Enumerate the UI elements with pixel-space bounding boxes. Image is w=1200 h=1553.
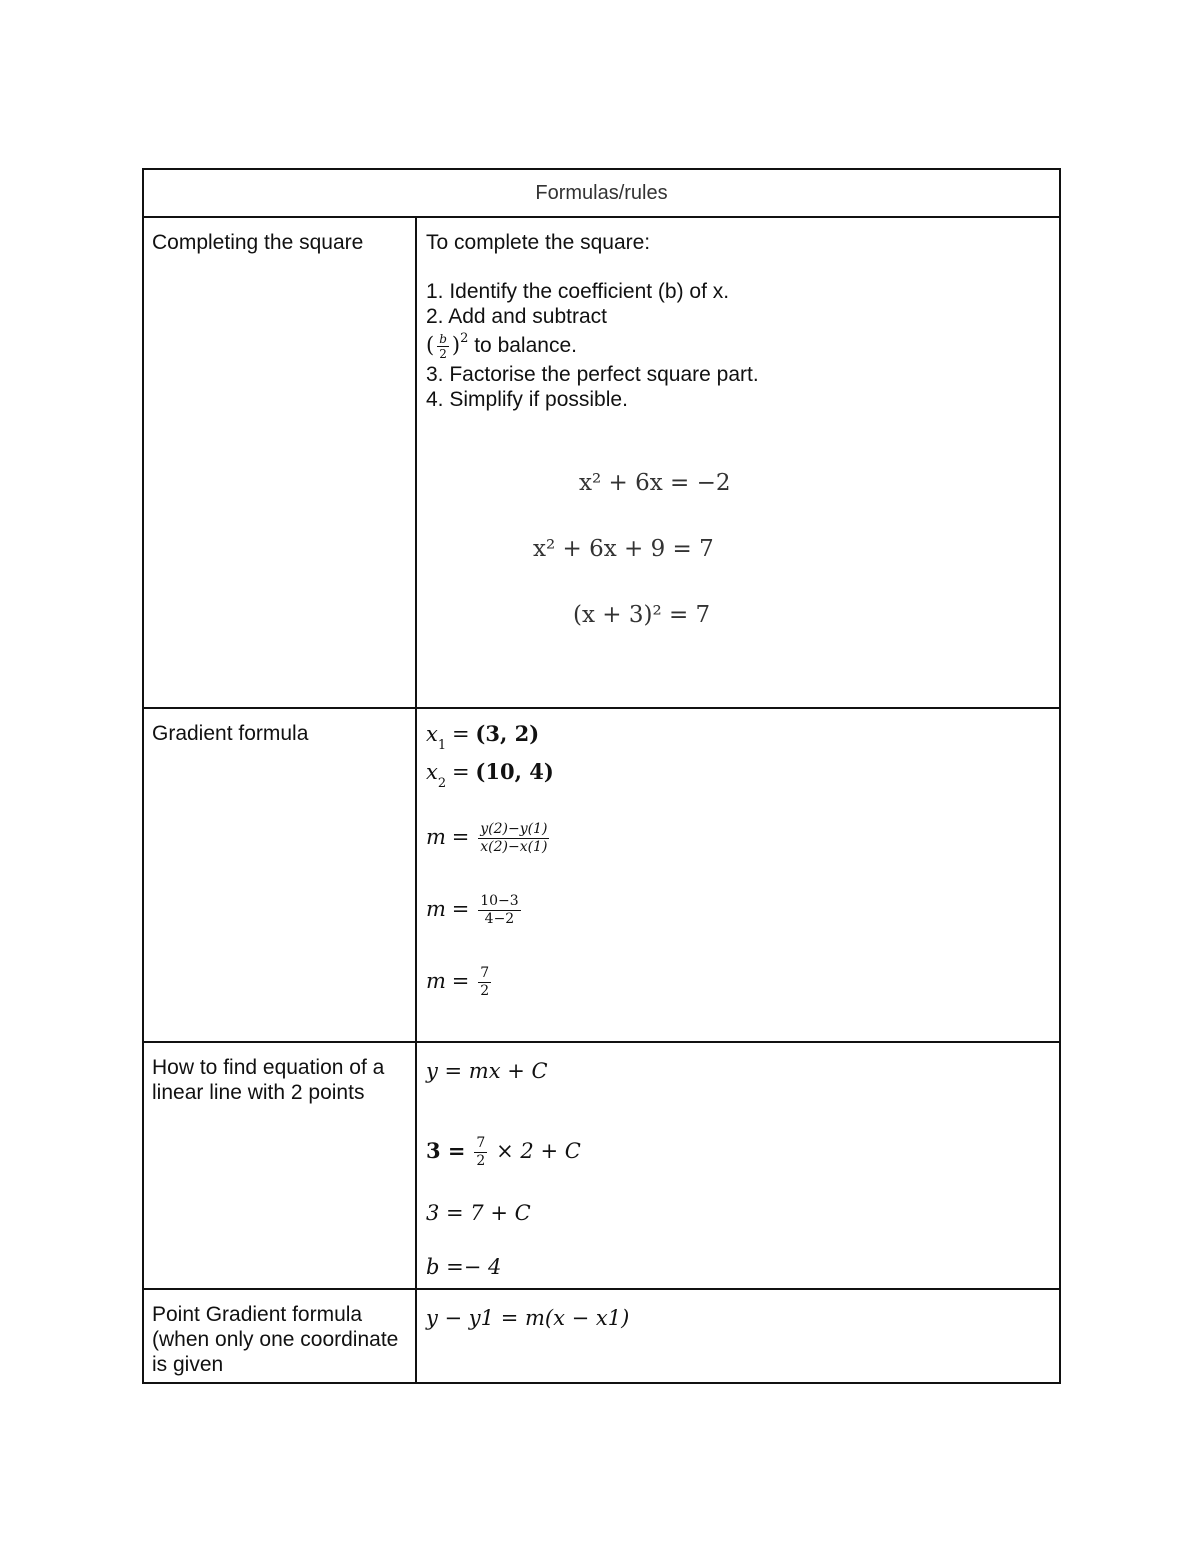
row-content xyxy=(416,217,1060,708)
linear-equation: y = mx + C xyxy=(426,1059,548,1083)
row-content xyxy=(416,708,1060,1042)
equation-1: x² + 6x = −2 xyxy=(579,470,731,496)
table-row xyxy=(143,217,1060,708)
row-label: Completing the square xyxy=(143,217,416,708)
steps-list xyxy=(426,230,759,412)
fraction-expression: ( $\frac{b}{2}$ )$^2$ xyxy=(426,331,469,361)
step-item: 3. Factorise the perfect square part. xyxy=(426,363,759,386)
substitution-line: 3 = $\frac{7}{2}$ × 2 + C xyxy=(426,1135,581,1169)
row-content xyxy=(416,1289,1060,1383)
table-row xyxy=(143,708,1060,1042)
table-header: Formulas/rules xyxy=(143,169,1060,217)
gradient-result: m = $\frac{7}{2}$ xyxy=(426,965,490,999)
row-label: How to find equation of a linear line with 2 points xyxy=(143,1042,416,1289)
step-item: 2. Add and subtract xyxy=(426,305,607,328)
row-label: Gradient formula xyxy=(143,708,416,1042)
steps-intro: To complete the square: xyxy=(426,231,651,254)
table-row xyxy=(143,1042,1060,1289)
intercept-line: b =− 4 xyxy=(426,1255,502,1279)
row-content xyxy=(416,1042,1060,1289)
equation-3: (x + 3)² = 7 xyxy=(573,602,711,628)
row-label: Point Gradient formula (when only one coordinate is given xyxy=(143,1289,416,1383)
x2-line: $x_2 = (10$, 4) xyxy=(426,759,554,791)
equation-2: x² + 6x + 9 = 7 xyxy=(533,536,714,562)
step-item: 1. Identify the coefficient (b) of x. xyxy=(426,280,730,303)
formulas-table xyxy=(142,168,1061,1384)
x1-line: $x_1 = (3$, 2) xyxy=(426,721,540,753)
step-item: 4. Simplify if possible. xyxy=(426,388,628,411)
table-row xyxy=(143,1289,1060,1383)
table-header-row xyxy=(143,169,1060,217)
gradient-formula: m = $\frac{y(2)-y(1)}{x(2)-x(1)}$ xyxy=(426,821,548,855)
step-item: ( $\frac{b}{2}$ )$^2$ to balance. xyxy=(426,331,577,361)
simplified-line: 3 = 7 + C xyxy=(426,1201,531,1225)
gradient-substitution: m = $\frac{10-3}{4-2}$ xyxy=(426,893,519,927)
point-gradient-formula: y − y1 = m(x − x1) xyxy=(426,1306,630,1330)
